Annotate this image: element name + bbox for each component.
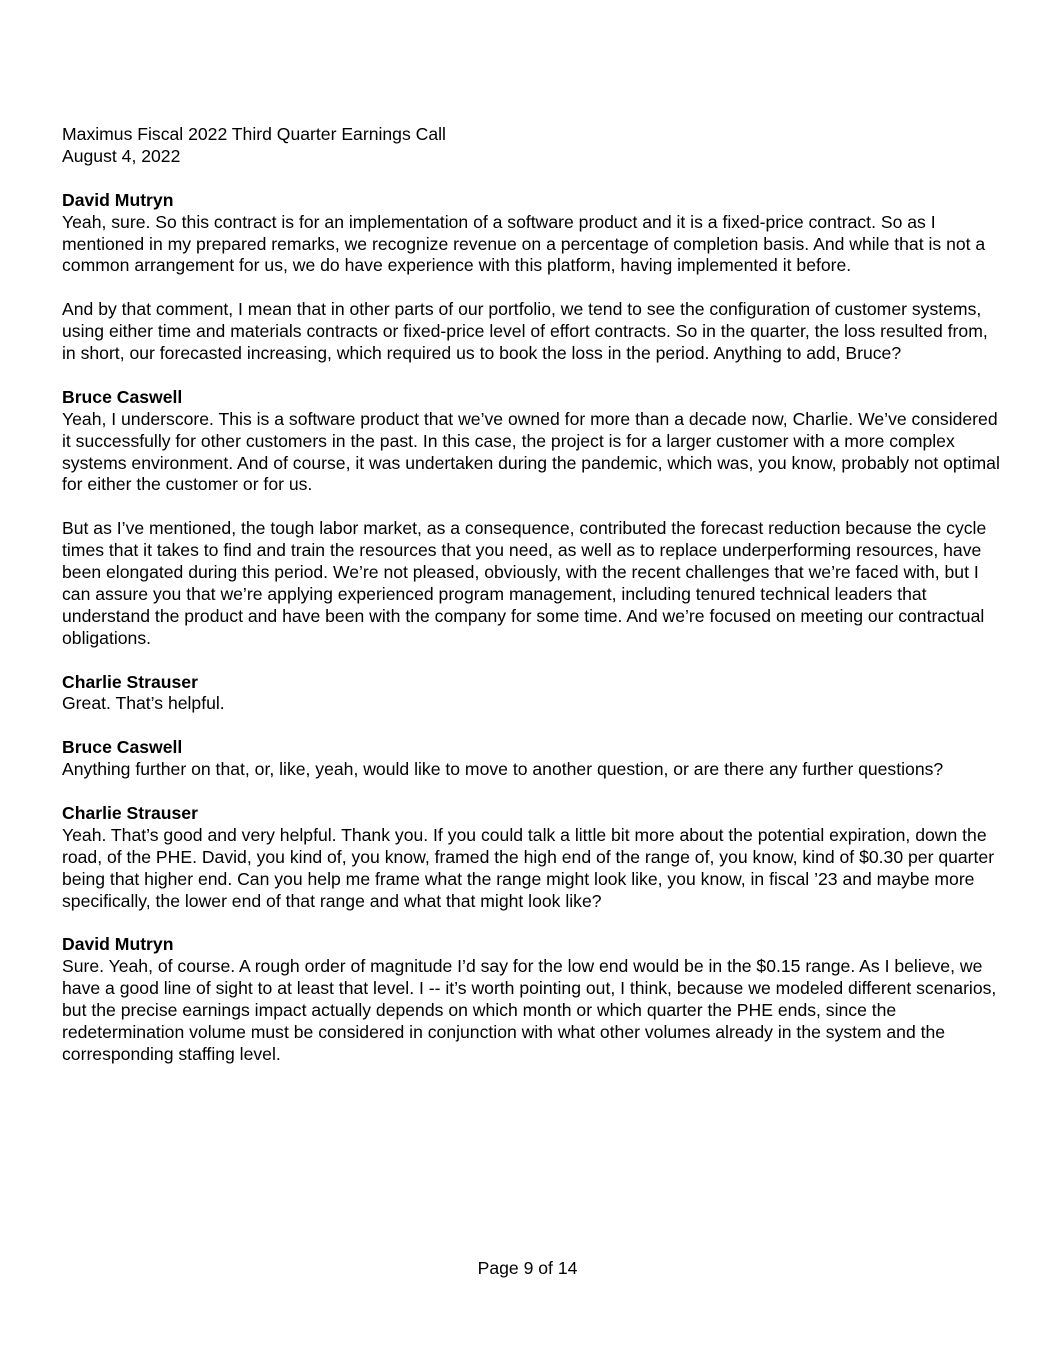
speaker-turn — [62, 934, 1002, 1065]
transcript-page — [62, 124, 1002, 1066]
speaker-name: Charlie Strauser — [62, 671, 198, 692]
speaker-turn — [62, 190, 1002, 365]
speaker-name: Charlie Strauser — [62, 802, 198, 823]
document-title: Maximus Fiscal 2022 Third Quarter Earnings Call — [62, 124, 446, 144]
speaker-paragraph: Sure. Yeah, of course. A rough order of magnitude I’d say for the low end would be in the $0.15 range. As I believe, we have a good line of sight to at least that level. I -- it’s worth pointing out, I think, because we modeled different scenarios, but the precise earnings impact actually depends on which month or which quarter the PHE ends, since the redetermination volume must be considered in conjunction with what other volumes already in the system and the corresponding staffing level. — [62, 956, 997, 1064]
speaker-paragraph: Anything further on that, or, like, yeah, would like to move to another question, or are there any further questions? — [62, 759, 944, 780]
document-header — [62, 124, 1002, 168]
speaker-paragraph: Yeah. That’s good and very helpful. Thank you. If you could talk a little bit more about the potential expiration, down the road, of the PHE. David, you kind of, you know, framed the high end of the range of, you know, kind of $0.30 per quarter being that higher end. Can you help me frame what the range might look like, you know, in fiscal ’23 and maybe more specifically, the lower end of that range and what that might look like? — [62, 824, 995, 911]
speaker-name: Bruce Caswell — [62, 737, 183, 758]
speaker-paragraph: But as I’ve mentioned, the tough labor market, as a consequence, contributed the forecast reduction because the cycle times that it takes to find and train the resources that you need, as well as to replace underperforming resources, have been elongated during this period. We’re not pleased, obviously, with the recent challenges that we’re faced with, but I can assure you that we’re applying experienced program management, including tenured technical leaders that understand the product and have been with the company for some time. And we’re focused on meeting our contractual obligations. — [62, 518, 987, 648]
speaker-turn — [62, 803, 1002, 913]
speaker-paragraph: Yeah, sure. So this contract is for an implementation of a software product and it is a fixed-price contract. So as I mentioned in my prepared remarks, we recognize revenue on a percentage of completion basis. And while that is not a common arrangement for us, we do have experience with this platform, having implemented it before. — [62, 211, 986, 276]
speaker-name: David Mutryn — [62, 189, 174, 210]
page-number: Page 9 of 14 — [477, 1258, 578, 1278]
speaker-paragraph: Great. That’s helpful. — [62, 693, 225, 714]
speaker-turn — [62, 737, 1002, 781]
speaker-turn — [62, 672, 1002, 716]
speaker-name: David Mutryn — [62, 934, 174, 955]
speaker-paragraph: Yeah, I underscore. This is a software product that we’ve owned for more than a decade now, Charlie. We’ve considered it successfully for other customers in the past. In this case, the project is for a larger customer with a more complex systems environment. And of course, it was undertaken during the pandemic, which was, you know, probably not optimal for either the customer or for us. — [62, 408, 1000, 495]
speaker-turn — [62, 387, 1002, 650]
speaker-paragraph: And by that comment, I mean that in other parts of our portfolio, we tend to see the configuration of customer systems, using either time and materials contracts or fixed-price level of effort contracts. So in the quarter, the loss resulted from, in short, our forecasted increasing, which required us to book the loss in the period. Anything to add, Bruce? — [62, 299, 988, 364]
document-date: August 4, 2022 — [62, 145, 181, 166]
speaker-name: Bruce Caswell — [62, 386, 183, 407]
